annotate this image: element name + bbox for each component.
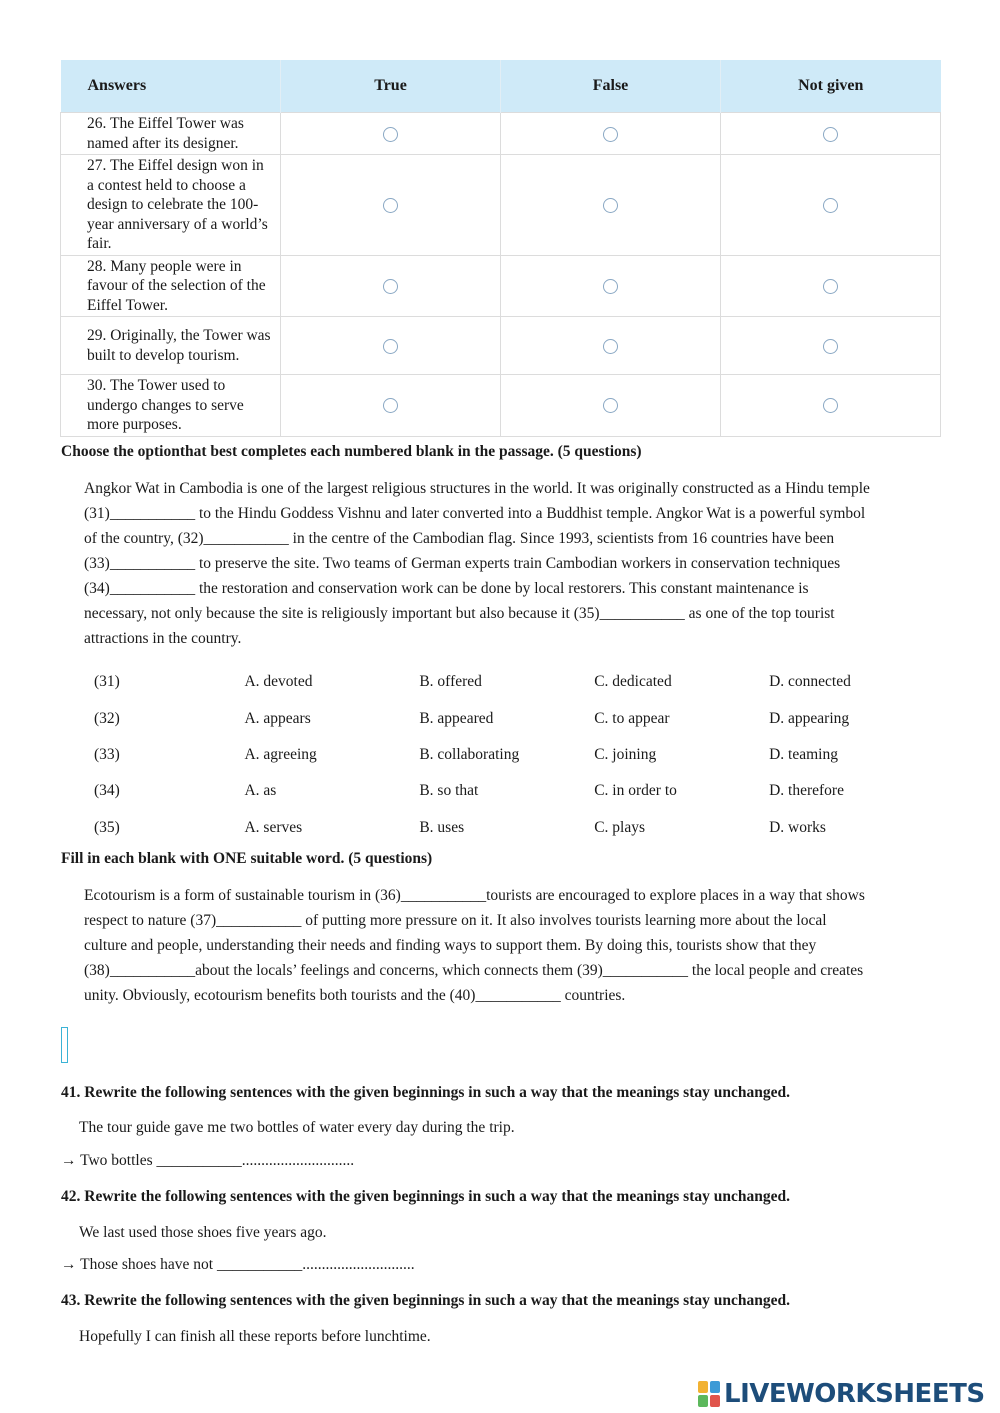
table-row (61, 155, 941, 256)
q41-sentence: The tour guide gave me two bottles of water every day during the trip. (79, 1119, 515, 1136)
radio-29-true[interactable] (383, 339, 398, 354)
header-not-given: Not given (721, 60, 941, 113)
option-34-d[interactable]: D. therefore (769, 782, 844, 800)
ecotourism-passage (84, 883, 944, 1008)
radio-28-false[interactable] (603, 279, 618, 294)
passage-line: (34)___________ the restoration and conservation work can be done by local restorers. This constant maintenance is (84, 580, 809, 597)
table-row (61, 375, 941, 437)
statement-28: 28. Many people were in favour of the selection of the Eiffel Tower. (61, 255, 281, 317)
q41-rewrite-line[interactable]: → Two bottles ___________............................. (61, 1152, 355, 1169)
logo-text: LIVEWORKSHEETS (724, 1379, 985, 1409)
option-33-a[interactable]: A. agreeing (244, 745, 317, 763)
question-34-row (94, 773, 944, 809)
answer-input-box[interactable] (61, 1027, 68, 1063)
option-35-b[interactable]: B. uses (419, 818, 465, 836)
passage-line: respect to nature (37)___________ of putting more pressure on it. It also involves tourists learning more about the local (84, 912, 827, 929)
question-number: (32) (94, 709, 120, 727)
table-row (61, 255, 941, 317)
passage-line: culture and people, understanding their needs and finding ways to support them. By doing this, tourists show that they (84, 937, 817, 954)
option-31-a[interactable]: A. devoted (244, 673, 313, 691)
radio-29-false[interactable] (603, 339, 618, 354)
section3-heading: Fill in each blank with ONE suitable word. (5 questions) (61, 850, 433, 867)
passage-line: (33)___________ to preserve the site. Two teams of German experts train Cambodian workers in conservation techniques (84, 555, 841, 572)
option-35-d[interactable]: D. works (769, 818, 826, 836)
liveworksheets-logo-icon (697, 1380, 721, 1408)
true-false-table (60, 60, 941, 437)
question-number: (33) (94, 745, 120, 763)
statement-27: 27. The Eiffel design won in a contest held to choose a design to celebrate the 100-year anniversary of a world’s fair. (61, 155, 281, 256)
radio-30-not-given[interactable] (823, 398, 838, 413)
radio-30-true[interactable] (383, 398, 398, 413)
q43-sentence: Hopefully I can finish all these reports before lunchtime. (79, 1328, 431, 1345)
table-row (61, 317, 941, 375)
option-35-a[interactable]: A. serves (244, 818, 303, 836)
option-31-c[interactable]: C. dedicated (594, 673, 672, 691)
liveworksheets-logo (697, 1378, 985, 1410)
option-32-b[interactable]: B. appeared (419, 709, 494, 727)
question-33-row (94, 737, 944, 773)
option-34-a[interactable]: A. as (244, 782, 277, 800)
radio-27-false[interactable] (603, 198, 618, 213)
statement-30: 30. The Tower used to undergo changes to serve more purposes. (61, 375, 281, 437)
header-answers: Answers (61, 60, 281, 113)
radio-29-not-given[interactable] (823, 339, 838, 354)
radio-30-false[interactable] (603, 398, 618, 413)
option-33-d[interactable]: D. teaming (769, 745, 838, 763)
question-number: (35) (94, 818, 120, 836)
radio-27-not-given[interactable] (823, 198, 838, 213)
passage-line: unity. Obviously, ecotourism benefits both tourists and the (40)___________ countries. (84, 987, 626, 1004)
q42-sentence: We last used those shoes five years ago. (79, 1224, 327, 1241)
option-32-a[interactable]: A. appears (244, 709, 311, 727)
q41-heading: 41. Rewrite the following sentences with the given beginnings in such a way that the meanings stay unchanged. (61, 1084, 790, 1101)
option-32-c[interactable]: C. to appear (594, 709, 670, 727)
option-33-b[interactable]: B. collaborating (419, 745, 520, 763)
passage-line: necessary, not only because the site is religiously important but also because it (35)___________ as one of the top tourist (84, 605, 835, 622)
header-true: True (281, 60, 501, 113)
header-false: False (501, 60, 721, 113)
passage-line: (31)___________ to the Hindu Goddess Vishnu and later converted into a Buddhist temple. Angkor Wat is a powerful symbol (84, 505, 866, 522)
passage-line: attractions in the country. (84, 630, 242, 647)
section2-heading: Choose the optionthat best completes each numbered blank in the passage. (5 questions) (61, 443, 642, 460)
radio-26-not-given[interactable] (823, 127, 838, 142)
passage-line: of the country, (32)___________ in the centre of the Cambodian flag. Since 1993, scientists from 16 countries have been (84, 530, 835, 547)
angkor-passage (84, 476, 944, 651)
question-number: (34) (94, 782, 120, 800)
radio-28-not-given[interactable] (823, 279, 838, 294)
radio-28-true[interactable] (383, 279, 398, 294)
option-35-c[interactable]: C. plays (594, 818, 646, 836)
passage-line: Angkor Wat in Cambodia is one of the largest religious structures in the world. It was originally constructed as a Hindu temple (84, 480, 870, 497)
option-32-d[interactable]: D. appearing (769, 709, 850, 727)
radio-26-true[interactable] (383, 127, 398, 142)
options-grid (94, 664, 944, 846)
question-number: (31) (94, 673, 120, 691)
question-31-row (94, 664, 944, 700)
statement-29: 29. Originally, the Tower was built to develop tourism. (61, 317, 281, 375)
q42-rewrite-line[interactable]: → Those shoes have not ___________............................. (61, 1256, 415, 1273)
table-header-row (61, 60, 941, 113)
option-31-d[interactable]: D. connected (769, 673, 851, 691)
passage-line: Ecotourism is a form of sustainable tourism in (36)___________tourists are encouraged to explore places in a way that shows (84, 887, 865, 904)
option-34-c[interactable]: C. in order to (594, 782, 677, 800)
option-34-b[interactable]: B. so that (419, 782, 479, 800)
option-33-c[interactable]: C. joining (594, 745, 657, 763)
option-31-b[interactable]: B. offered (419, 673, 482, 691)
radio-26-false[interactable] (603, 127, 618, 142)
passage-line: (38)___________about the locals’ feelings and concerns, which connects them (39)___________ the local people and creates (84, 962, 864, 979)
radio-27-true[interactable] (383, 198, 398, 213)
statement-26: 26. The Eiffel Tower was named after its designer. (61, 113, 281, 155)
q42-heading: 42. Rewrite the following sentences with the given beginnings in such a way that the meanings stay unchanged. (61, 1188, 790, 1205)
q43-heading: 43. Rewrite the following sentences with the given beginnings in such a way that the meanings stay unchanged. (61, 1292, 790, 1309)
table-row (61, 113, 941, 155)
question-35-row (94, 810, 944, 846)
question-32-row (94, 700, 944, 736)
